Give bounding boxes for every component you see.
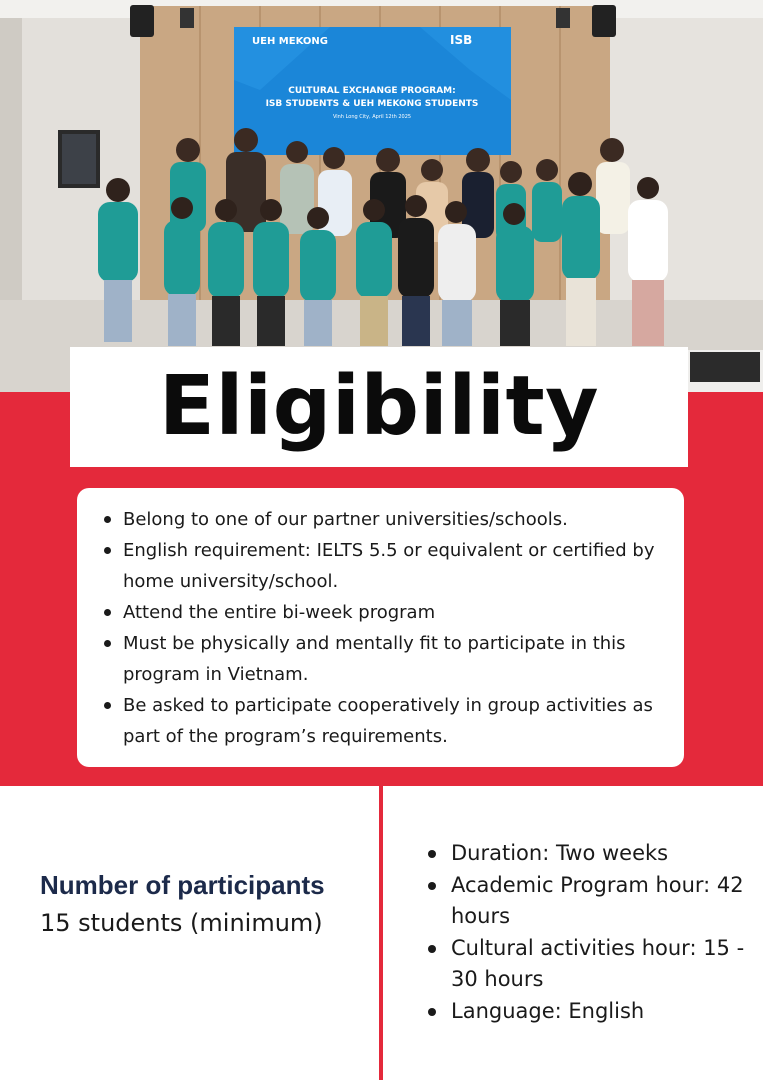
program-details (424, 838, 754, 1027)
details-item: Academic Program hour: 42 hours (424, 870, 754, 933)
eligibility-item: Attend the entire bi-week program (99, 597, 664, 628)
section-divider (379, 786, 383, 1080)
eligibility-item: English requirement: IELTS 5.5 or equivalent or certified by home university/school. (99, 535, 664, 597)
eligibility-card (77, 488, 684, 767)
eligibility-item: Be asked to participate cooperatively in group activities as part of the program’s requirements. (99, 690, 664, 752)
group-photo (0, 0, 763, 392)
eligibility-item: Belong to one of our partner universities/schools. (99, 504, 664, 535)
details-list (424, 838, 754, 1027)
details-item: Duration: Two weeks (424, 838, 754, 870)
eligibility-item: Must be physically and mentally fit to participate in this program in Vietnam. (99, 628, 664, 690)
participants-block (40, 868, 370, 940)
title-box (70, 347, 688, 467)
page-title: Eligibility (158, 359, 600, 454)
screen-caption: Vinh Long City, April 12th 2025 (332, 114, 412, 120)
participants-heading: Number of participants (40, 870, 325, 900)
participants-value: 15 students (minimum) (40, 909, 323, 937)
screen-title-line2: ISB STUDENTS & UEH MEKONG STUDENTS (265, 99, 479, 109)
screen-logo-left: UEH MEKONG (252, 36, 328, 47)
screen-logo-right: ISB (450, 33, 473, 47)
details-item: Language: English (424, 996, 754, 1028)
eligibility-list (99, 504, 664, 752)
details-item: Cultural activities hour: 15 - 30 hours (424, 933, 754, 996)
screen-title-line1: CULTURAL EXCHANGE PROGRAM: (288, 86, 456, 96)
